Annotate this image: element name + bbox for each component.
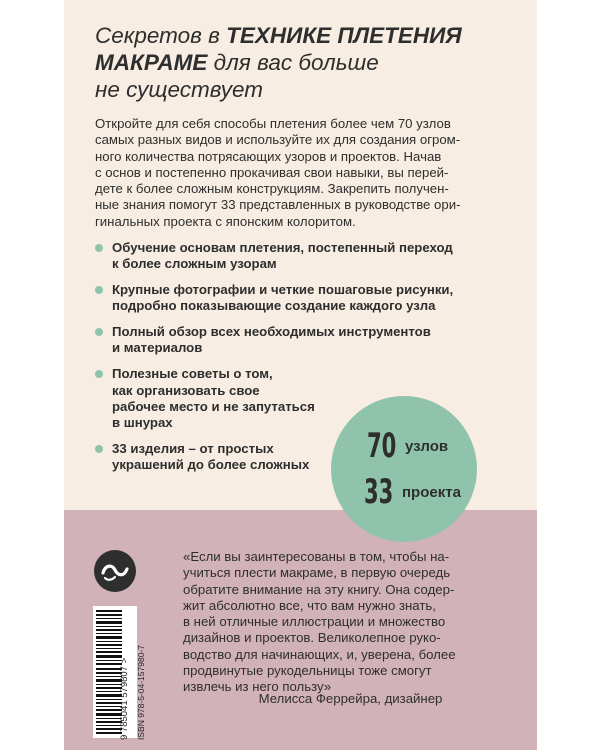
intro-line: гинальных проекта с японским колоритом. (95, 213, 356, 229)
feature-line: 33 изделия – от простых (112, 440, 274, 456)
feature-line: и материалов (112, 340, 203, 356)
stats-badge (331, 396, 477, 542)
bullet-dot-icon (95, 328, 103, 336)
feature-line: в шнурах (112, 415, 173, 431)
headline-line2-bold: МАКРАМЕ (95, 50, 208, 75)
stat-knots (331, 426, 477, 466)
headline (95, 22, 515, 103)
bullet-dot-icon (95, 244, 103, 252)
barcode (93, 606, 146, 740)
back-cover (64, 0, 537, 750)
intro-paragraph (95, 116, 520, 230)
feature-line: к более сложным узорам (112, 256, 277, 272)
quote-line: продвинутые рукодельницы тоже смогут (183, 663, 432, 679)
barcode-digits: 9 785041 579807 > (119, 657, 130, 740)
feature-line: украшений до более сложных (112, 457, 310, 473)
stat-projects-label: проекта (402, 484, 461, 501)
stat-knots-label: узлов (405, 438, 449, 455)
feature-item (95, 282, 515, 315)
quote-line: дизайнов и проектов. Великолепное руко- (183, 630, 441, 646)
quote-line: водство для начинающих, и, уверена, более (183, 646, 456, 662)
feature-line: Полезные советы о том, (112, 366, 273, 382)
bullet-dot-icon (95, 286, 103, 294)
quote-line: в ней отличные иллюстрации и множество (183, 614, 446, 630)
intro-line: самых разных видов и используйте их для создания огром- (95, 132, 461, 148)
headline-line1-regular: Секретов в (95, 23, 227, 48)
feature-line: Крупные фотографии и четкие пошаговые рисунки, (112, 282, 454, 298)
publisher-logo-icon (94, 550, 136, 592)
feature-line: Обучение основам плетения, постепенный переход (112, 240, 453, 255)
stat-knots-number: 70 (367, 426, 397, 466)
quote-line: жит абсолютно все, что вам нужно знать, (183, 597, 436, 613)
headline-line2-regular: для вас больше (207, 50, 379, 75)
feature-line: подробно показывающие создание каждого узла (112, 298, 436, 314)
intro-line: дете к более сложным конструкциям. Закрепить получен- (95, 181, 449, 197)
feature-line: как организовать свое (112, 382, 260, 398)
intro-line: ного количества потрясающих узоров и проектов. Начав (95, 148, 442, 164)
feature-item (95, 324, 515, 357)
headline-line1-bold: ТЕХНИКЕ ПЛЕТЕНИЯ (226, 23, 462, 48)
review-quote (183, 549, 528, 696)
intro-line: ные знания помогут 33 представленных в руководстве ори- (95, 197, 461, 213)
headline-line3-regular: не существует (95, 77, 264, 102)
intro-line: с основ и постепенно прокачивая свои навыки, вы перей- (95, 164, 449, 180)
quote-line: учиться плести макраме, в первую очередь (183, 565, 451, 581)
quote-line: «Если вы заинтересованы в том, чтобы на- (183, 549, 450, 564)
bullet-dot-icon (95, 445, 103, 453)
feature-item (95, 240, 515, 273)
quote-line: извлечь из него пользу» (183, 679, 332, 695)
quote-line: обратите внимание на эту книгу. Она содер- (183, 581, 455, 597)
intro-line: Откройте для себя способы плетения более чем 70 узлов (95, 116, 451, 131)
stat-projects (331, 472, 477, 512)
feature-line: рабочее место и не запутаться (112, 398, 315, 414)
stat-projects-number: 33 (364, 472, 394, 512)
feature-line: Полный обзор всех необходимых инструментов (112, 324, 431, 340)
bullet-dot-icon (95, 370, 103, 378)
isbn-text: ISBN 978-5-04-157980-7 (136, 645, 146, 740)
quote-attribution: Мелисса Феррейра, дизайнер (258, 691, 443, 706)
